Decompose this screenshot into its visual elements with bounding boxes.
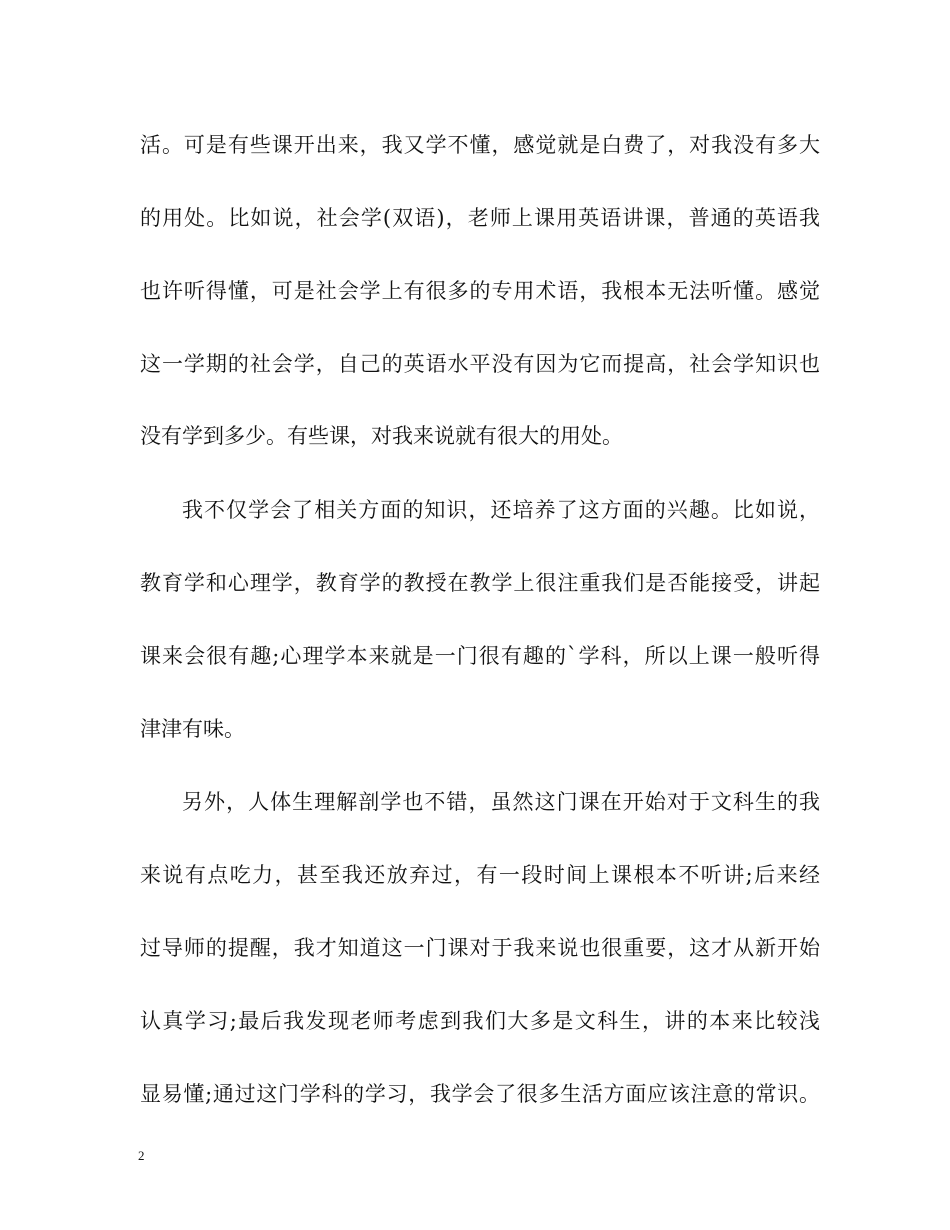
text-line: 过导师的提醒，我才知道这一门课对于我来说也很重要，这才从新开始 (140, 936, 820, 960)
text-line: 也许听得懂，可是社会学上有很多的专用术语，我根本无法听懂。感觉 (140, 279, 820, 303)
text-line: 教育学和心理学，教育学的教授在教学上很注重我们是否能接受，讲起 (140, 571, 820, 595)
text-line: 课来会很有趣;心理学本来就是一门很有趣的`学科，所以上课一般听得 (140, 644, 820, 668)
text-line: 显易懂;通过这门学科的学习，我学会了很多生活方面应该注意的常识。 (140, 1082, 820, 1106)
text-line: 活。可是有些课开出来，我又学不懂，感觉就是白费了，对我没有多大 (140, 133, 820, 157)
text-line: 津津有味。 (140, 717, 245, 741)
text-line: 另外，人体生理解剖学也不错，虽然这门课在开始对于文科生的我 (182, 790, 820, 814)
text-line: 来说有点吃力，甚至我还放弃过，有一段时间上课根本不听讲;后来经 (140, 863, 820, 887)
text-line: 我不仅学会了相关方面的知识，还培养了这方面的兴趣。比如说， (182, 498, 820, 522)
text-line: 的用处。比如说，社会学(双语)，老师上课用英语讲课，普通的英语我 (140, 206, 820, 230)
text-line: 这一学期的社会学，自己的英语水平没有因为它而提高，社会学知识也 (140, 352, 820, 376)
text-line: 没有学到多少。有些课，对我来说就有很大的用处。 (140, 424, 623, 448)
text-line: 认真学习;最后我发现老师考虑到我们大多是文科生，讲的本来比较浅 (140, 1009, 820, 1033)
page-number: 2 (138, 1148, 145, 1163)
